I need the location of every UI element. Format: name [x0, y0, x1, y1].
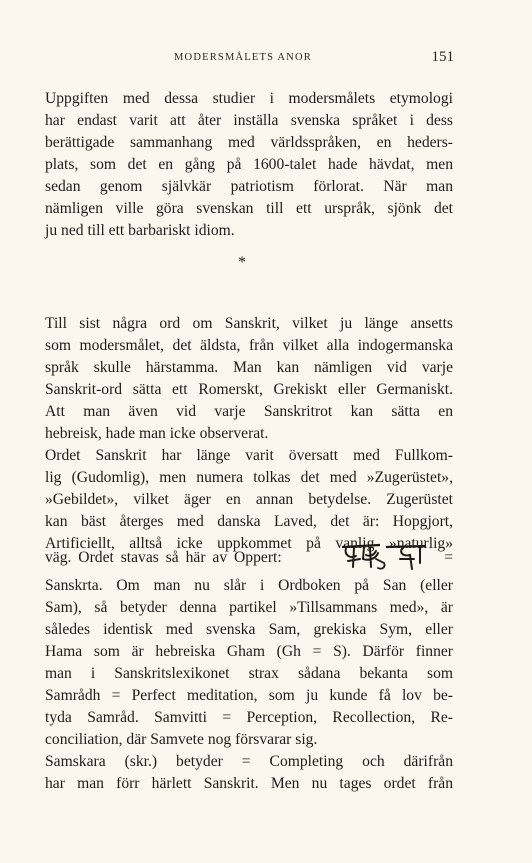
text-line: berättigade sammanhang med världsspråken, en heders-	[45, 134, 453, 151]
text-line: som modersmålet, det äldsta, från vilket alla indogermanska	[45, 337, 453, 354]
text-line: »Gebildet», vilket äger en annan betydelse. Zugerüstet	[45, 491, 453, 508]
running-title: MODERSMÅLETS ANOR	[174, 52, 312, 63]
text-line: conciliation, där Samvete nog försvarar sig.	[45, 731, 318, 748]
running-head	[0, 49, 532, 70]
equals-sign: =	[444, 549, 453, 566]
text-line: nämligen ville göra svenskan till ett urspråk, sjönk det	[45, 200, 453, 217]
text-line: Att man även vid varje Sanskritrot kan sätta en	[45, 403, 453, 420]
text-line: Ordet Sanskrit har länge varit översatt med Fullkom-	[45, 447, 453, 464]
text-line: sedan genom självkär patriotism förlorat. När man	[45, 178, 453, 195]
text-line: Sanskrit-ord sätta ett Romerskt, Grekiskt eller Germaniskt.	[45, 381, 453, 398]
text-line: tyda Samråd. Samvitti = Perception, Recollection, Re-	[45, 709, 453, 726]
text-line: Sam), så betyder denna partikel »Tillsammans med», är	[45, 599, 453, 616]
text-line: Samskara (skr.) betyder = Completing och därifrån	[45, 753, 453, 770]
text-line: lig (Gudomlig), men numera tolkas det med »Zugerüstet»,	[45, 469, 453, 486]
page-number: 151	[431, 49, 454, 65]
text-line: man i Sanskritslexikonet strax sådana bekanta som	[45, 665, 453, 682]
text-line: således identisk med svenska Sam, grekiska Sym, eller	[45, 621, 453, 638]
text-line: har man förr härlett Sanskrit. Men nu tages ordet från	[45, 775, 453, 792]
devanagari-line	[45, 539, 453, 569]
text-line: Samrådh = Perfect meditation, som ju kunde få lov be-	[45, 687, 453, 704]
section-ornament: *	[238, 254, 246, 271]
text-line: kan bäst återges med danska Laved, det är: Hopgjort,	[45, 513, 453, 530]
text-line: hebreisk, hade man icke observerat.	[45, 425, 269, 442]
text-line: språk skulle härstamma. Man kan nämligen vid varje	[45, 359, 453, 376]
text-line: väg. Ordet stavas så här av Oppert:	[45, 549, 282, 566]
text-line: Till sist några ord om Sanskrit, vilket ju länge ansetts	[45, 315, 453, 332]
text-line: Uppgiften med dessa studier i modersmålets etymologi	[45, 90, 453, 107]
text-line: har endast varit att åter inställa svenska språket i dess	[45, 112, 453, 129]
text-line: plats, som det en gång på 1600-talet hade hävdat, men	[45, 156, 453, 173]
text-line: Artificiellt, alltså icke uppkommet på vanlig »naturlig»	[45, 535, 453, 552]
devanagari-sanskrta-glyph	[340, 539, 430, 573]
text-line: Sanskrta. Om man nu slår i Ordboken på San (eller	[45, 577, 453, 594]
text-line: Hama som är hebreiska Gham (Gh = S). Därför finner	[45, 643, 453, 660]
text-line: ju ned till ett barbariskt idiom.	[45, 222, 235, 239]
